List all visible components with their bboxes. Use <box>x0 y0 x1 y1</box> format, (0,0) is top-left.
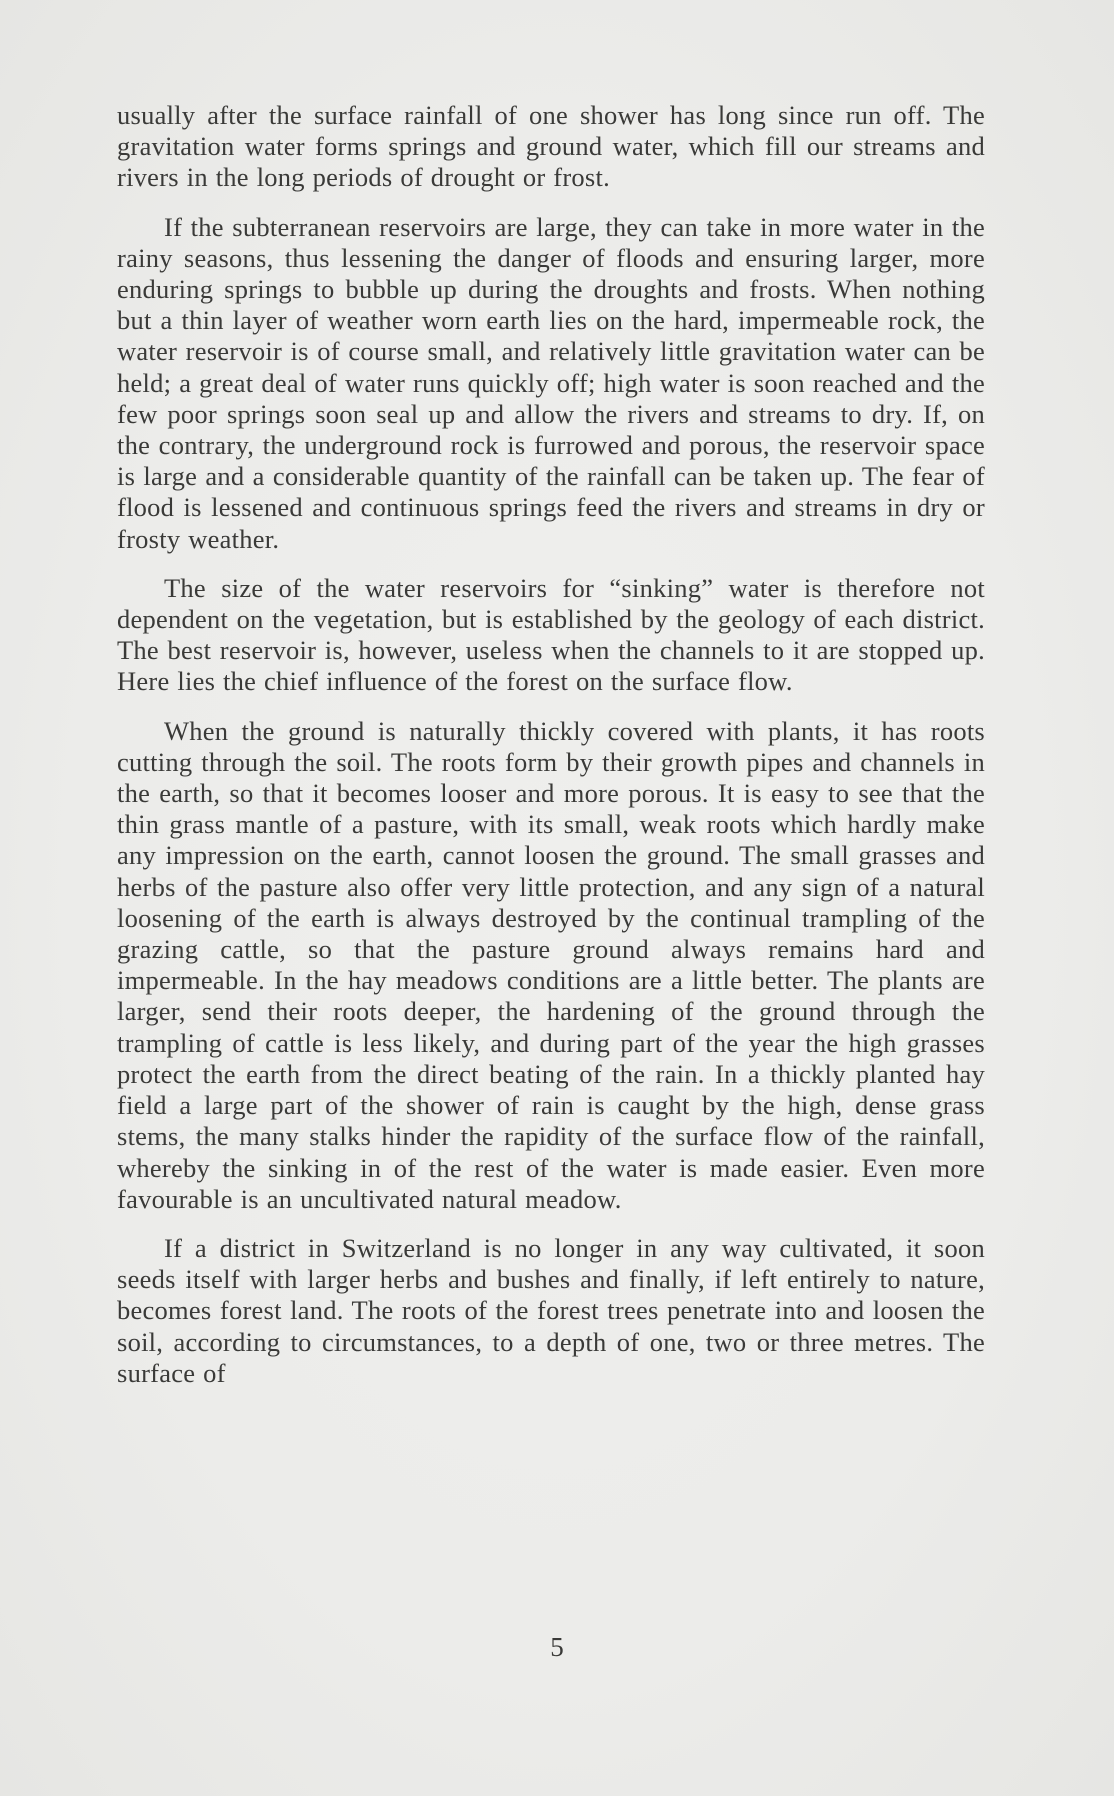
page-number: 5 <box>550 1632 564 1662</box>
paragraph-5: If a district in Switzerland is no longer in any way cultivated, it soon seeds itself with larger herbs and bushes and finally, if left entirely to nature, becomes forest land. The roots of the forest trees penetrate into and loosen the soil, according to circumstances, to a depth of one, two or three metres. The surface of <box>117 1232 985 1388</box>
paragraph-4: When the ground is naturally thickly covered with plants, it has roots cutting through the soil. The roots form by their growth pipes and channels in the earth, so that it becomes looser and more porous. It is easy to see that the thin grass mantle of a pasture, with its small, weak roots which hardly make any impression on the earth, cannot loosen the ground. The small grasses and herbs of the pasture also offer very little protection, and any sign of a natural loosening of the earth is always destroyed by the continual trampling of the grazing cattle, so that the pasture ground always remains hard and impermeable. In the hay meadows conditions are a little better. The plants are larger, send their roots deeper, the hardening of the ground through the trampling of cattle is less likely, and during part of the year the high grasses protect the earth from the direct beating of the rain. In a thickly planted hay field a large part of the shower of rain is caught by the high, dense grass stems, the many stalks hinder the rapidity of the surface flow of the rainfall, whereby the sinking in of the rest of the water is made easier. Even more favourable is an uncultivated natural meadow. <box>117 715 985 1214</box>
body-text <box>117 100 985 1407</box>
paragraph-1: usually after the surface rainfall of one shower has long since run off. The gravitation water forms springs and ground water, which fill our streams and rivers in the long periods of drought or frost. <box>117 100 985 193</box>
paragraph-2: If the subterranean reservoirs are large, they can take in more water in the rainy seasons, thus lessening the danger of floods and ensuring larger, more enduring springs to bubble up during the droughts and frosts. When nothing but a thin layer of weather worn earth lies on the hard, impermeable rock, the water reservoir is of course small, and relatively little gravitation water can be held; a great deal of water runs quickly off; high water is soon reached and the few poor springs soon seal up and allow the rivers and streams to dry. If, on the contrary, the underground rock is furrowed and porous, the reservoir space is large and a considerable quantity of the rainfall can be taken up. The fear of flood is lessened and continuous springs feed the rivers and streams in dry or frosty weather. <box>117 211 985 554</box>
paragraph-3: The size of the water reservoirs for “sinking” water is therefore not dependent on the vegetation, but is established by the geology of each district. The best reservoir is, however, useless when the channels to it are stopped up. Here lies the chief influence of the forest on the surface flow. <box>117 572 985 697</box>
